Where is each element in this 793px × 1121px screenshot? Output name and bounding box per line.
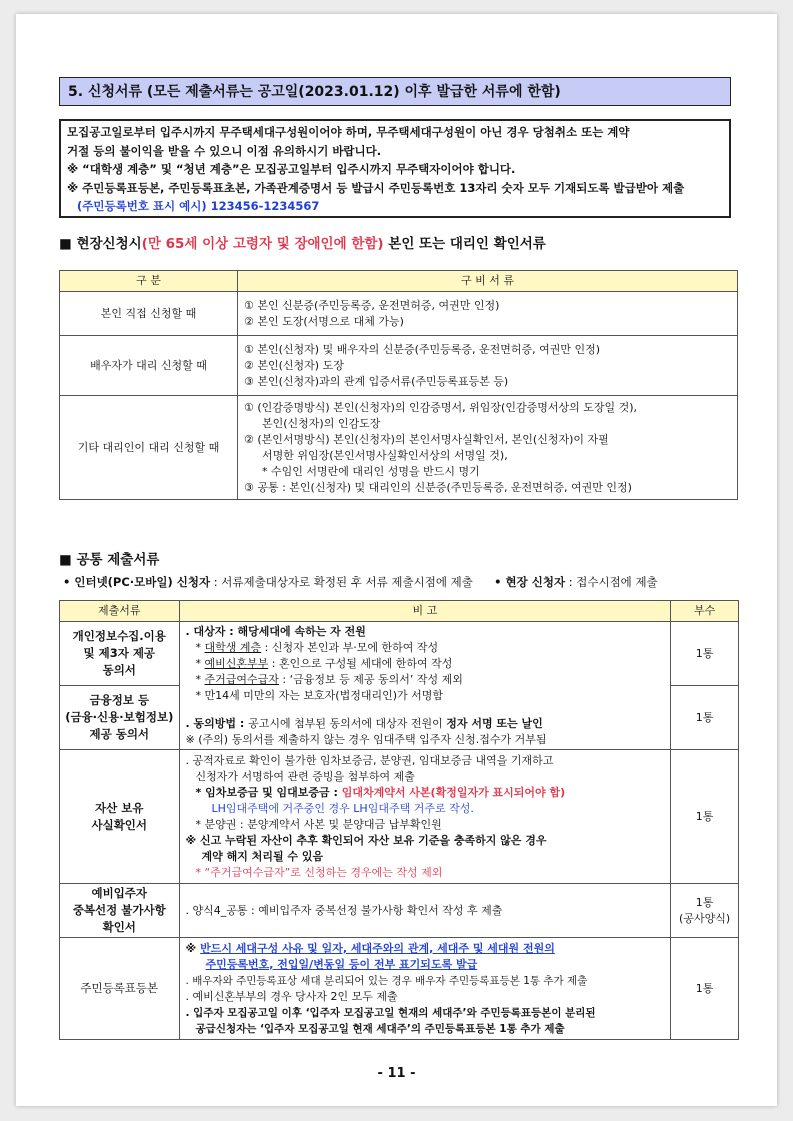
note-text: * 만14세 미만의 자는 보호자(법정대리인)가 서명함 [195, 688, 443, 702]
submission-timing [63, 574, 658, 590]
col-docs: 구 비 서 류 [238, 271, 738, 292]
note-text: . 입주자 모집공고일 이후 ‘입주자 모집공고일 현재의 세대주’와 주민등록표등본이 분리된 [185, 1006, 596, 1019]
common-heading: ■ 공통 제출서류 [59, 552, 160, 568]
note-text: 해당세대에 속하는 자 전원 [237, 624, 366, 638]
doc-cell: 주민등록표등본 [60, 938, 180, 1040]
note-cell [179, 938, 671, 1040]
note-text: 반드시 세대구성 사유 및 일자, 세대주와의 관계, 세대주 및 세대원 전원의 [200, 941, 555, 955]
note-text: : 혼인으로 구성될 세대에 한하여 작성 [268, 656, 453, 670]
docs-cell [238, 336, 738, 396]
document-page [16, 14, 777, 1106]
note-text: . 대상자 : [185, 624, 238, 638]
table-header-row [60, 601, 739, 622]
doc-name-line: 제공 동의서 [89, 727, 150, 741]
note-text: 정자 서명 또는 날인 [446, 716, 543, 730]
note-text: ※ 신고 누락된 자산이 추후 확인되어 자산 보유 기준을 충족하지 않은 경우 [185, 833, 547, 847]
note-text: * [195, 672, 205, 686]
note-text: 공고시에 첨부된 동의서에 대상자 전원이 [248, 716, 447, 730]
note-text: 계약 해지 처리될 수 있음 [201, 849, 324, 863]
table-row [60, 336, 738, 396]
doc-name-line: (금융·신용·보험정보) [65, 710, 174, 724]
note-text: * 분양권 : 분양계약서 사본 및 분양대금 납부확인원 [195, 817, 442, 831]
doc-line: ① 본인 신분증(주민등록증, 운전면허증, 여권만 인정) [244, 298, 500, 312]
note-text: . 예비신혼부부의 경우 당사자 2인 모두 제출 [185, 989, 398, 1003]
doc-cell [60, 750, 180, 884]
doc-cell [60, 622, 180, 686]
online-applicant-text: : 서류제출대상자로 확정된 후 서류 제출시점에 제출 [210, 575, 473, 589]
table-header-row [60, 271, 738, 292]
category-cell: 기타 대리인이 대리 신청할 때 [60, 396, 238, 500]
table-row [60, 884, 739, 938]
doc-name-line: 예비입주자 [91, 886, 148, 900]
doc-line: ① 본인(신청자) 및 배우자의 신분증(주민등록증, 운전면허증, 여권만 인정) [244, 342, 601, 356]
note-text: 주거급여수급자 [204, 672, 279, 686]
table-row [60, 750, 739, 884]
notice-line: 모집공고일로부터 입주시까지 무주택세대구성원이어야 하며, 무주택세대구성원이 아닌 경우 당첨취소 또는 계약 [67, 125, 630, 139]
section-title: 5. 신청서류 (모든 제출서류는 공고일(2023.01.12) 이후 발급한 서류에 한함) [59, 77, 731, 106]
note-text: 공급신청자는 ‘입주자 모집공고일 현재 세대주’의 주민등록표등본 1통 추가 제출 [195, 1022, 565, 1035]
copies-cell: 1통 [671, 622, 739, 686]
doc-line: ③ 본인(신청자)과의 관계 입증서류(주민등록표등본 등) [244, 374, 509, 388]
doc-name-line: 자산 보유 [95, 800, 144, 815]
doc-line: * 수임인 서명란에 대리인 성명을 반드시 명기 [262, 464, 480, 478]
copies-text: 1통 [695, 895, 714, 909]
note-text: ※ (주의) 동의서를 제출하지 않는 경우 임대주택 입주자 신청.접수가 거부됨 [185, 732, 547, 746]
note-text: 임대차계약서 사본(확정일자가 표시되어야 함) [341, 785, 566, 799]
note-text: LH임대주택에 거주중인 경우 LH임대주택 거주로 작성. [211, 801, 474, 815]
note-text: : ‘금융정보 등 제공 동의서’ 작성 제외 [278, 672, 463, 686]
table-row [60, 938, 739, 1040]
doc-name-line: 금융정보 등 [89, 693, 150, 707]
notice-box [59, 119, 731, 218]
category-cell: 배우자가 대리 신청할 때 [60, 336, 238, 396]
notice-line: ※ “대학생 계층” 및 “청년 계층”은 모집공고일부터 입주시까지 무주택자이어야 합니다. [67, 162, 516, 176]
resident-number-example: (주민등록번호 표시 예시) 123456-1234567 [77, 199, 320, 213]
notice-line: 거절 등의 불이익을 받을 수 있으니 이점 유의하시기 바랍니다. [67, 143, 382, 158]
table-row [60, 292, 738, 336]
note-text: . 공적자료로 확인이 불가한 임차보증금, 분양권, 임대보증금 내역을 기재하고 [185, 753, 554, 767]
doc-line: 서명한 위임장(본인서명사실확인서상의 서명일 것), [262, 448, 508, 462]
col-category: 구 분 [60, 271, 238, 292]
table-row [60, 396, 738, 500]
copies-cell [671, 884, 739, 938]
note-text: . 배우자와 주민등록표상 세대 분리되어 있는 경우 배우자 주민등록표등본 1통 추가 제출 [185, 974, 588, 987]
note-text: * [195, 656, 205, 670]
category-cell: 본인 직접 신청할 때 [60, 292, 238, 336]
copies-cell: 1통 [671, 938, 739, 1040]
doc-cell [60, 884, 180, 938]
onsite-applicant-label: • 현장 신청자 [494, 575, 566, 589]
doc-line: ② (본인서명방식) 본인(신청자)의 본인서명사실확인서, 본인(신청자)이 자필 [244, 432, 609, 446]
doc-line: 본인(신청자)의 인감도장 [262, 416, 381, 430]
table-row [60, 622, 739, 686]
notice-line: ※ 주민등록표등본, 주민등록표초본, 가족관계증명서 등 발급시 주민등록번호 13자리 숫자 모두 기재되도록 발급받아 제출 [67, 180, 685, 195]
note-cell [179, 750, 671, 884]
onsite-heading-suffix: 본인 또는 대리인 확인서류 [383, 236, 546, 252]
note-text: 대학생 계층 [204, 640, 262, 654]
doc-name-line: 중복선정 불가사항 [72, 903, 166, 917]
doc-name-line: 사실확인서 [91, 817, 148, 832]
docs-cell [238, 396, 738, 500]
note-text: 예비신혼부부 [204, 656, 269, 670]
docs-cell [238, 292, 738, 336]
copies-cell: 1통 [671, 686, 739, 750]
note-text: * [195, 640, 205, 654]
onsite-heading-text: ■ 현장신청시 [59, 236, 142, 252]
doc-line: ② 본인(신청자) 도장 [244, 358, 344, 372]
note-text: : 신청자 본인과 부·모에 한하여 작성 [261, 640, 439, 654]
onsite-docs-table [59, 270, 738, 500]
copies-text: (공사양식) [679, 911, 731, 925]
note-text: * 임차보증금 및 임대보증금 : [195, 785, 342, 799]
doc-name-line: 및 제3자 제공 [83, 646, 156, 660]
note-text: * “주거급여수급자”로 신청하는 경우에는 작성 제외 [195, 865, 443, 879]
note-text: 주민등록번호, 전입일/변동일 등이 전부 표기되도록 발급 [205, 957, 478, 971]
onsite-applicant-text: : 접수시점에 제출 [565, 575, 658, 589]
note-text: . 양식4_공통 : 예비입주자 중복선정 불가사항 확인서 작성 후 제출 [185, 903, 503, 917]
online-applicant-label: • 인터넷(PC·모바일) 신청자 [63, 575, 211, 589]
doc-name-line: 개인정보수집.이용 [72, 629, 166, 643]
common-docs-table [59, 600, 739, 1040]
onsite-heading [59, 232, 546, 252]
note-cell [179, 884, 671, 938]
col-note: 비 고 [179, 601, 671, 622]
doc-name-line: 동의서 [102, 663, 136, 677]
col-doc: 제출서류 [60, 601, 180, 622]
copies-cell: 1통 [671, 750, 739, 884]
onsite-heading-highlight: (만 65세 이상 고령자 및 장애인에 한함) [141, 236, 384, 252]
note-text: . 동의방법 : [185, 716, 249, 730]
doc-cell [60, 686, 180, 750]
col-copies: 부수 [671, 601, 739, 622]
page-number: - 11 - [377, 1066, 416, 1081]
note-text: ※ [185, 941, 201, 955]
doc-line: ① (인감증명방식) 본인(신청자)의 인감증명서, 위임장(인감증명서상의 도장일 것), [244, 400, 637, 414]
doc-line: ② 본인 도장(서명으로 대체 가능) [244, 314, 404, 328]
note-text: 신청자가 서명하여 관련 증빙을 첨부하여 제출 [195, 769, 415, 783]
doc-name-line: 확인서 [102, 920, 136, 934]
doc-line: ③ 공통 : 본인(신청자) 및 대리인의 신분증(주민등록증, 운전면허증, 여권만 인정) [244, 480, 632, 494]
note-cell [179, 622, 671, 750]
